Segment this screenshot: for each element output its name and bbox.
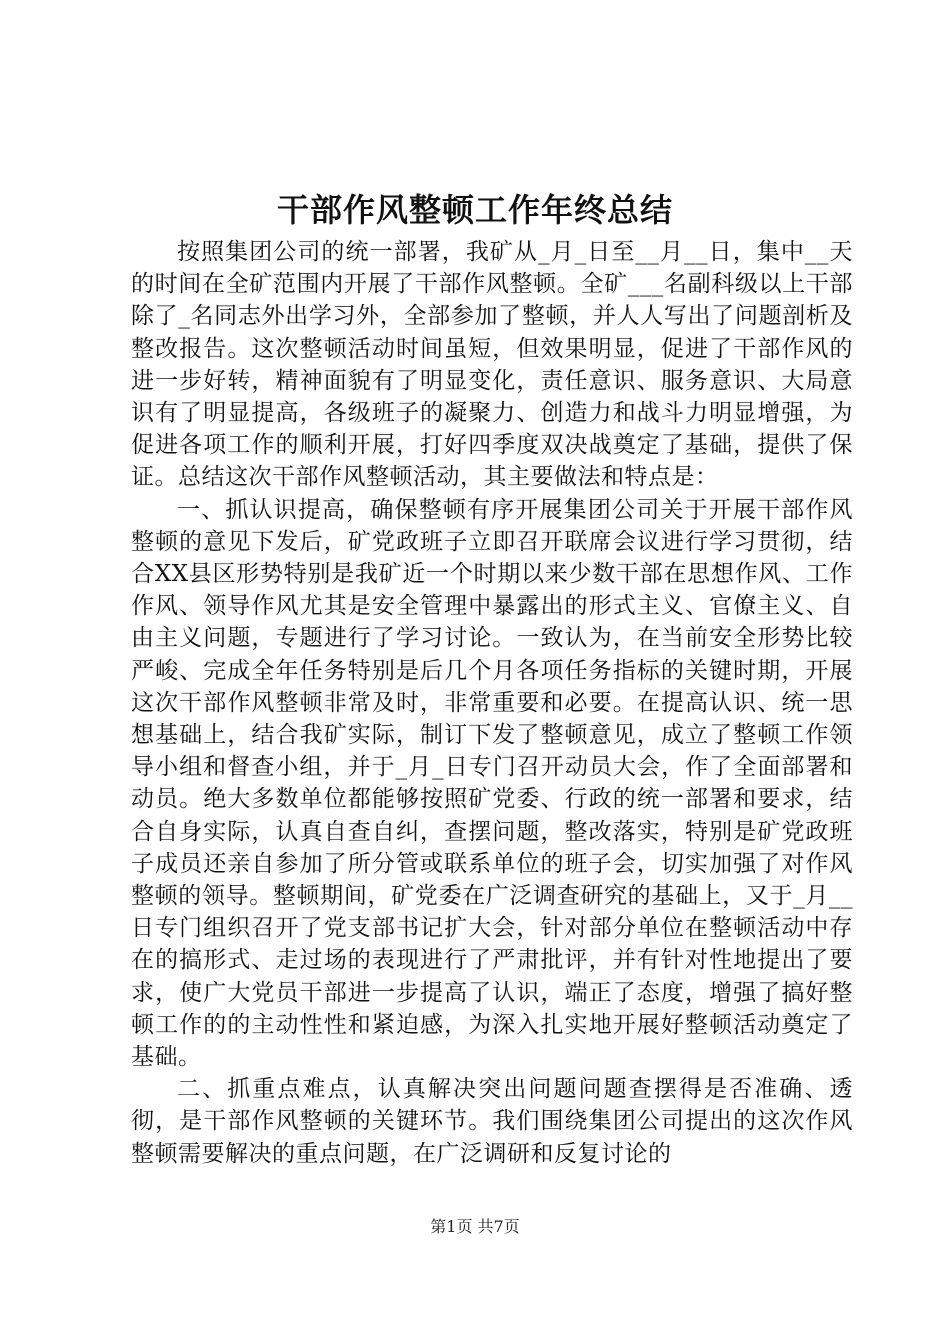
page-number-footer: 第1页 共7页 [430, 1217, 520, 1236]
document-title: 干部作风整顿工作年终总结 [276, 191, 673, 229]
paragraph-section-1: 一、抓认识提高，确保整顿有序开展集团公司关于开展干部作风整顿的意见下发后，矿党政班子立即召开联席会议进行学习贯彻，结合XX县区形势特别是我矿近一个时期以来少数干部在思想作风、工作作风、领导作风尤其是安全管理中暴露出的形式主义、官僚主义、自由主义问题，专题进行了学习讨论。一致认为，在当前安全形势比较严峻、完成全年任务特别是后几个月各项任务指标的关键时期，开展这次干部作风整顿非常及时，非常重要和必要。在提高认识、统一思想基础上，结合我矿实际，制订下发了整顿意见，成立了整顿工作领导小组和督查小组，并于_月_日专门召开动员大会，作了全面部署和动员。绝大多数单位都能够按照矿党委、行政的统一部署和要求，结合自身实际，认真自查自纠，查摆问题，整改落实，特别是矿党政班子成员还亲自参加了所分管或联系单位的班子会，切实加强了对作风整顿的领导。整顿期间，矿党委在广泛调查研究的基础上，又于_月__日专门组织召开了党支部书记扩大会，针对部分单位在整顿活动中存在的搞形式、走过场的表现进行了严肃批评，并有针对性地提出了要求，使广大党员干部进一步提高了认识，端正了态度，增强了搞好整顿工作的的主动性性和紧迫感，为深入扎实地开展好整顿活动奠定了基础。 [131, 496, 853, 1071]
paragraph-intro: 按照集团公司的统一部署，我矿从_月_日至__月__日，集中__天的时间在全矿范围内开展了干部作风整顿。全矿___名副科级以上干部除了_名同志外出学习外，全部参加了整顿，并人人写出了问题剖析及整改报告。这次整顿活动时间虽短，但效果明显，促进了干部作风的进一步好转，精神面貌有了明显变化，责任意识、服务意识、大局意识有了明显提高，各级班子的凝聚力、创造力和战斗力明显增强，为促进各项工作的顺利开展，打好四季度双决战奠定了基础，提供了保证。总结这次干部作风整顿活动，其主要做法和特点是： [131, 239, 853, 491]
document-body [131, 236, 853, 1170]
paragraph-section-2: 二、抓重点难点，认真解决突出问题问题查摆得是否准确、透彻，是干部作风整顿的关键环节。我们围绕集团公司提出的这次作风整顿需要解决的重点问题，在广泛调研和反复讨论的 [131, 1076, 853, 1167]
